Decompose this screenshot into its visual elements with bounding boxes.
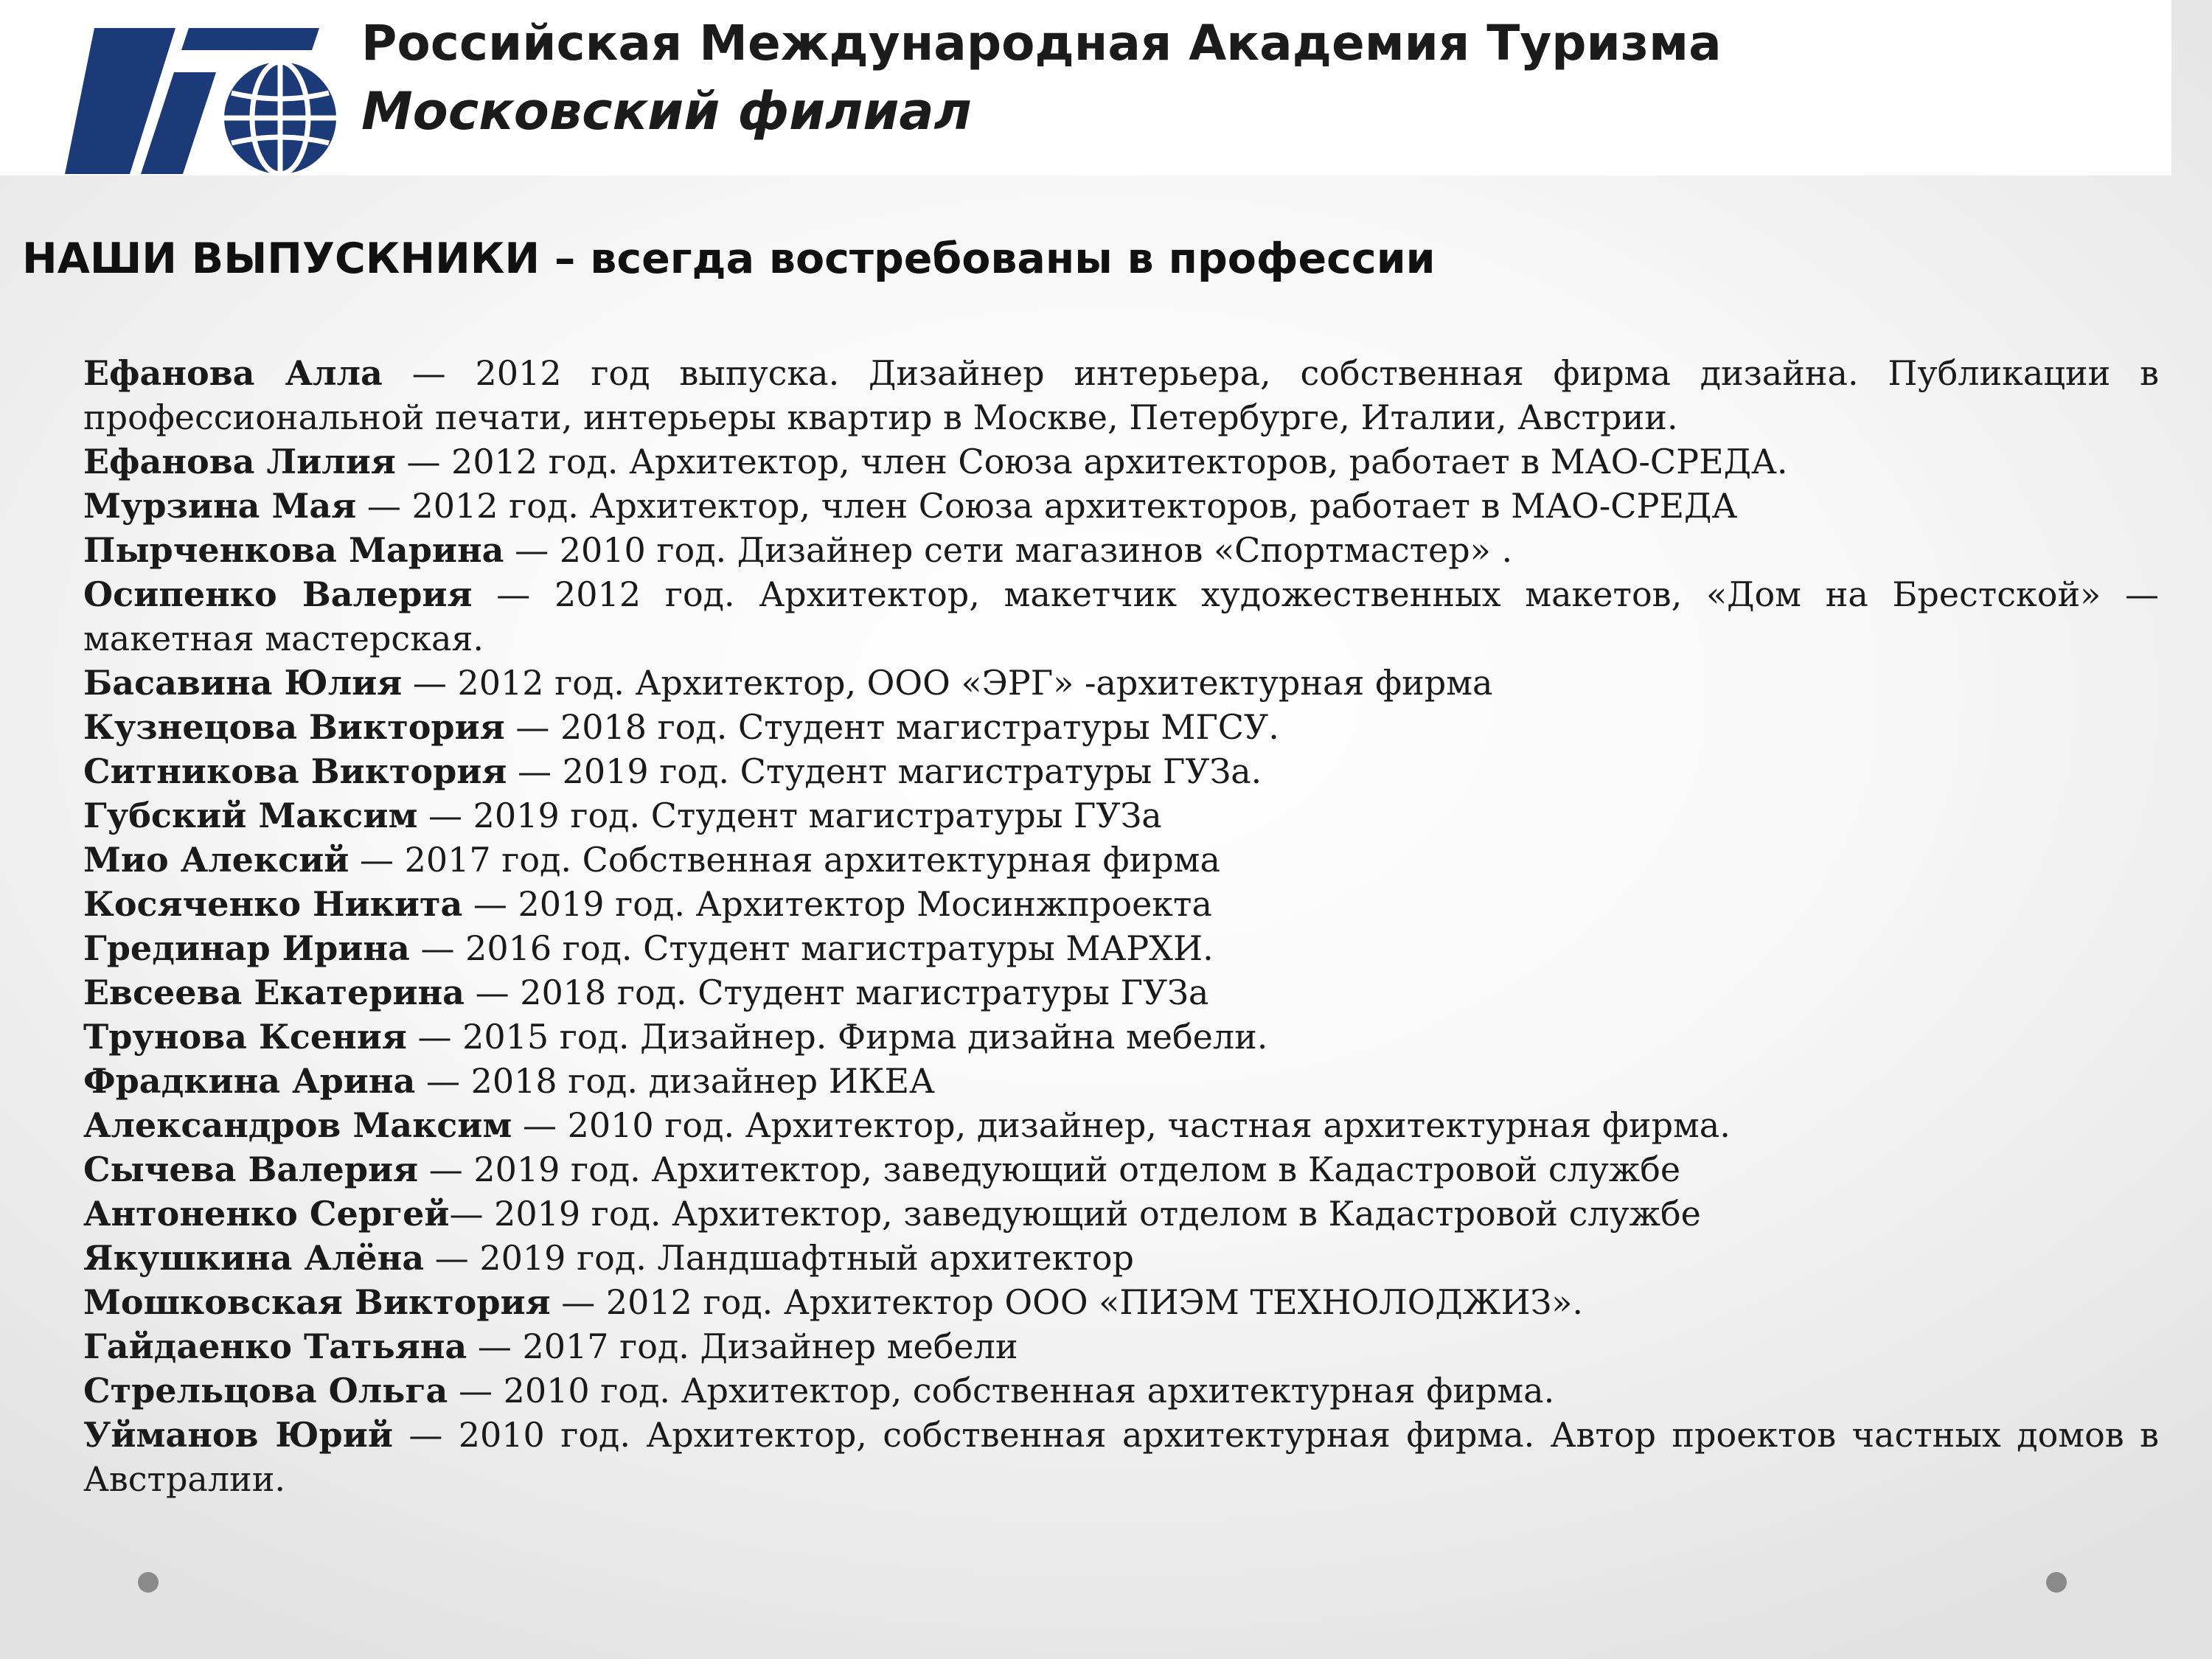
graduate-name: Косяченко Никита [83, 884, 463, 924]
list-item [83, 1147, 2159, 1192]
list-item [83, 1192, 2159, 1236]
list-item [83, 1059, 2159, 1103]
list-item [83, 439, 2159, 484]
graduate-description: — 2019 год. Студент магистратуры ГУЗа. [507, 751, 1262, 791]
graduate-name: Сычева Валерия [83, 1150, 419, 1189]
graduate-description: — 2012 год. Архитектор ООО «ПИЭМ ТЕХНОЛОДЖИЗ». [550, 1282, 1584, 1322]
graduate-description: — 2018 год. Студент магистратуры ГУЗа [464, 973, 1209, 1012]
graduate-name: Мио Алексий [83, 840, 349, 880]
list-item [83, 838, 2159, 882]
slide-bullet-left [138, 1572, 159, 1593]
graduate-description: — 2015 год. Дизайнер. Фирма дизайна мебели. [406, 1017, 1268, 1057]
graduate-name: Губский Максим [83, 796, 418, 835]
graduate-description: — 2019 год. Архитектор, заведующий отделом в Кадастровой службе [418, 1150, 1681, 1189]
list-item [83, 484, 2159, 528]
graduate-name: Ефанова Лилия [83, 442, 396, 481]
graduate-description: — 2019 год. Архитектор, заведующий отделом в Кадастровой службе [449, 1194, 1701, 1234]
graduate-description: — 2016 год. Студент магистратуры МАРХИ. [409, 928, 1214, 968]
graduate-description: — 2012 год. Архитектор, ООО «ЭРГ» -архитектурная фирма [402, 663, 1493, 703]
graduate-name: Мурзина Мая [83, 486, 357, 526]
list-item [83, 749, 2159, 793]
graduate-name: Антоненко Сергей [83, 1194, 450, 1234]
graduate-name: Пырченкова Марина [83, 530, 504, 570]
graduate-description: — 2012 год. Архитектор, член Союза архитекторов, работает в МАО-СРЕДА [356, 486, 1738, 526]
slide-bullet-right [2046, 1572, 2067, 1593]
graduate-description: — 2017 год. Собственная архитектурная фирма [349, 840, 1220, 880]
list-item [83, 351, 2159, 439]
list-item [83, 661, 2159, 705]
list-item [83, 1413, 2159, 1501]
graduate-description: — 2012 год. Архитектор, макетчик художественных макетов, «Дом на Брестской» — макетная мастерская. [83, 574, 2160, 658]
graduate-description: — 2010 год. Архитектор, дизайнер, частная архитектурная фирма. [512, 1105, 1731, 1145]
graduate-name: Евсеева Екатерина [83, 973, 465, 1012]
list-item [83, 970, 2159, 1015]
list-item [83, 705, 2159, 749]
graduate-description: — 2017 год. Дизайнер мебели [467, 1326, 1018, 1366]
graduate-description: — 2018 год. Студент магистратуры МГСУ. [504, 707, 1279, 747]
graduate-name: Ефанова Алла [83, 353, 383, 393]
graduate-description: — 2012 год выпуска. Дизайнер интерьера, собственная фирма дизайна. Публикации в профессиональной печати, интерьеры квартир в Москве, Петербурге, Италии, Австрии. [83, 353, 2159, 437]
graduate-description: — 2010 год. Архитектор, собственная архитектурная фирма. Автор проектов частных домов в Австралии. [83, 1415, 2159, 1499]
graduate-description: — 2019 год. Студент магистратуры ГУЗа [417, 796, 1162, 835]
graduates-list [83, 351, 2159, 1501]
section-heading: НАШИ ВЫПУСКНИКИ – всегда востребованы в профессии [22, 234, 1436, 283]
org-subtitle: Московский филиал [361, 81, 972, 142]
header-banner [0, 0, 2171, 175]
graduate-name: Мошковская Виктория [83, 1282, 551, 1322]
graduate-description: — 2010 год. Дизайнер сети магазинов «Спортмастер» . [504, 530, 1513, 570]
graduate-description: — 2018 год. дизайнер ИКЕА [415, 1061, 935, 1101]
graduate-description: — 2010 год. Архитектор, собственная архитектурная фирма. [448, 1371, 1555, 1411]
graduate-name: Александров Максим [83, 1105, 512, 1145]
list-item [83, 1015, 2159, 1059]
rmat-logo-icon [65, 28, 345, 174]
graduate-name: Гайдаенко Татьяна [83, 1326, 467, 1366]
list-item [83, 572, 2159, 661]
graduate-name: Басавина Юлия [83, 663, 403, 703]
graduate-description: — 2019 год. Архитектор Мосинжпроекта [462, 884, 1212, 924]
org-title: Российская Международная Академия Туризма [361, 15, 1722, 72]
list-item [83, 528, 2159, 572]
graduate-name: Стрельцова Ольга [83, 1371, 448, 1411]
graduate-description: — 2019 год. Ландшафтный архитектор [424, 1238, 1134, 1278]
graduate-name: Ситникова Виктория [83, 751, 507, 791]
list-item [83, 1103, 2159, 1147]
graduate-description: — 2012 год. Архитектор, член Союза архитекторов, работает в МАО-СРЕДА. [395, 442, 1788, 481]
list-item [83, 882, 2159, 926]
list-item [83, 926, 2159, 970]
list-item [83, 1280, 2159, 1324]
graduate-name: Трунова Ксения [83, 1017, 407, 1057]
list-item [83, 1368, 2159, 1413]
graduate-name: Якушкина Алёна [83, 1238, 425, 1278]
list-item [83, 1236, 2159, 1280]
graduate-name: Фрадкина Арина [83, 1061, 416, 1101]
graduate-name: Уйманов Юрий [83, 1415, 393, 1455]
graduate-name: Кузнецова Виктория [83, 707, 505, 747]
list-item [83, 793, 2159, 838]
graduate-name: Осипенко Валерия [83, 574, 473, 614]
list-item [83, 1324, 2159, 1368]
graduate-name: Грединар Ирина [83, 928, 410, 968]
